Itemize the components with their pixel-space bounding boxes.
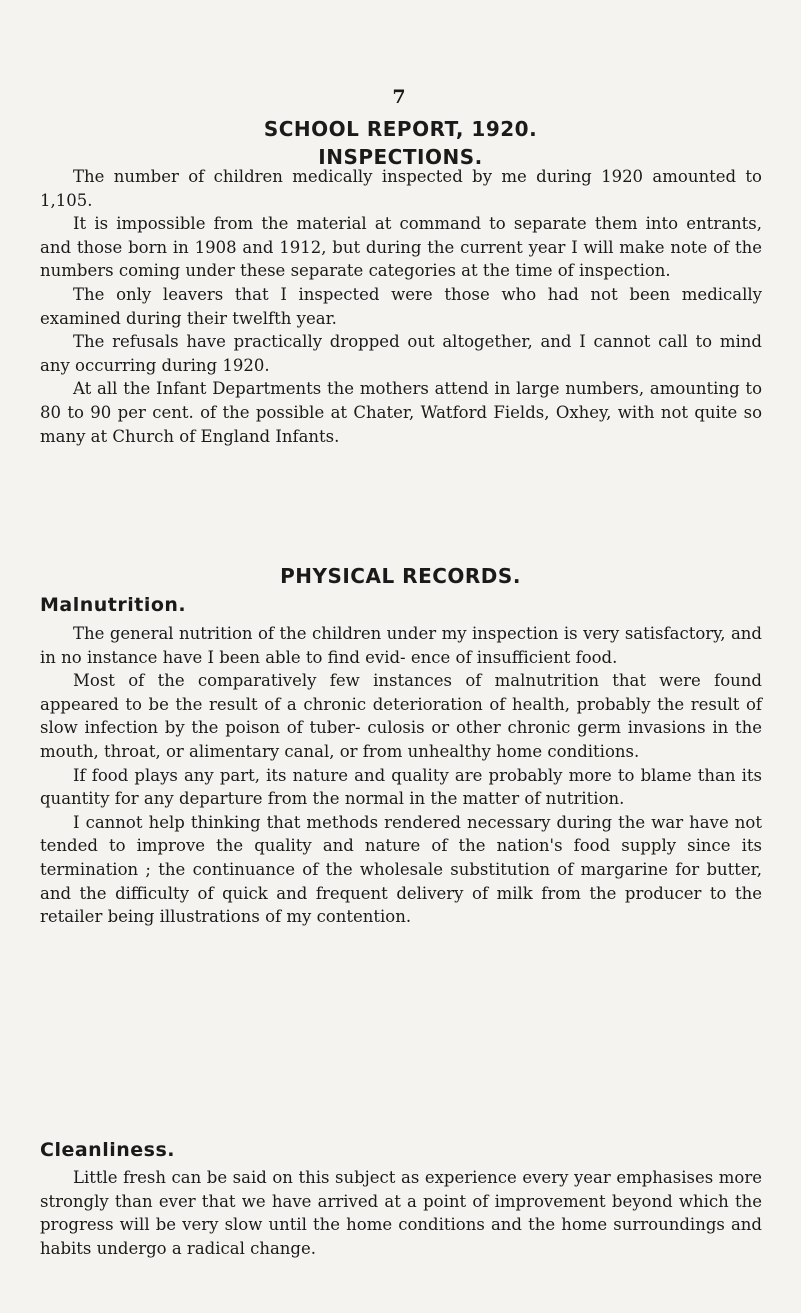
paragraph: If food plays any part, its nature and quality are probably more to blame than its quantity for any departure from the normal in the matter of nutrition.	[40, 765, 762, 809]
page-number: 7	[392, 86, 406, 108]
malnutrition-section	[40, 622, 762, 929]
paragraph: The general nutrition of the children under my inspection is very satisfactory, and in no instance have I been able to find evid- ence of insufficient food.	[40, 624, 762, 667]
paragraph: The refusals have practically dropped out altogether, and I cannot call to mind any occurring during 1920.	[40, 332, 762, 375]
physical-records-heading: PHYSICAL RECORDS.	[280, 564, 521, 588]
paragraph: Most of the comparatively few instances of malnutrition that were found appeared to be the result of a chronic deterioration of health, probably the result of slow infection by the poison of tuber- culosis or other chronic germ invasions in the mouth, throat, or alimentary canal, or from unhealthy home conditions.	[40, 671, 762, 761]
inspections-heading: INSPECTIONS.	[318, 145, 483, 169]
paragraph: Little fresh can be said on this subject as experience every year emphasises more strongly than ever that we have arrived at a point of improvement beyond which the progress will be very slow until the home conditions and the home surroundings and habits undergo a radical change.	[40, 1168, 762, 1258]
paragraph: It is impossible from the material at command to separate them into entrants, and those born in 1908 and 1912, but during the current year I will make note of the numbers coming under these separate categories at the time of inspection.	[40, 214, 762, 281]
paragraph: The number of children medically inspected by me during 1920 amounted to 1,105.	[40, 167, 762, 210]
cleanliness-heading: Cleanliness.	[40, 1139, 175, 1161]
paragraph: At all the Infant Departments the mothers attend in large numbers, amounting to 80 to 90 per cent. of the possible at Chater, Watford Fields, Oxhey, with not quite so many at Church of England Infants.	[40, 379, 762, 446]
paragraph: The only leavers that I inspected were those who had not been medically examined during their twelfth year.	[40, 284, 762, 328]
cleanliness-section	[40, 1166, 762, 1260]
paragraph: I cannot help thinking that methods rendered necessary during the war have not tended to improve the quality and nature of the nation's food supply since its termination ; the continuance of the wholesale substitution of margarine for butter, and the difficulty of quick and frequent delivery of milk from the producer to the retailer being illustrations of my contention.	[40, 812, 762, 927]
malnutrition-heading: Malnutrition.	[40, 594, 187, 616]
inspections-section	[40, 165, 762, 448]
report-title: SCHOOL REPORT, 1920.	[263, 117, 538, 141]
